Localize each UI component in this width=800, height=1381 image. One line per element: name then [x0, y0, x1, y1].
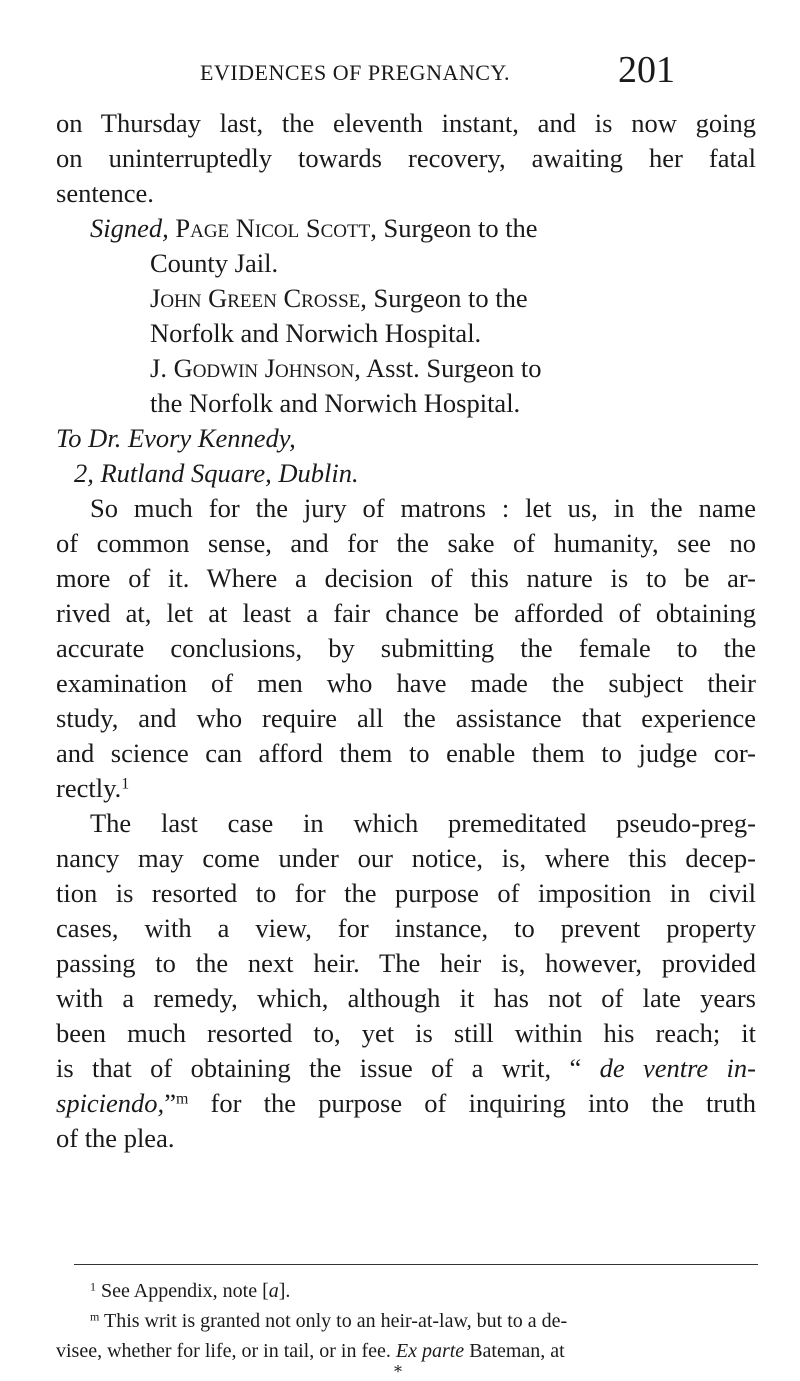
- signature-line: [56, 281, 756, 316]
- text-line: and science can afford them to enable them to judge cor-: [56, 738, 756, 768]
- text-line: sentence.: [56, 178, 154, 208]
- footnotes: [56, 1276, 756, 1366]
- text-line: accurate conclusions, by submitting the female to the: [56, 633, 756, 663]
- text-line: on Thursday last, the eleventh instant, and is now going: [56, 108, 756, 138]
- text-line: study, and who require all the assistance that experience: [56, 703, 756, 733]
- text-line: tion is resorted to for the purpose of imposition in civil: [56, 878, 756, 908]
- signatory-name: Page Nicol Scott,: [175, 213, 377, 243]
- signatory-title: Surgeon to the: [376, 213, 538, 243]
- text-line: nancy may come under our notice, is, where this decep-: [56, 843, 756, 873]
- signature-line: [56, 351, 756, 386]
- text-line: more of it. Where a decision of this nature is to be ar-: [56, 563, 756, 593]
- page-header: [0, 49, 800, 92]
- text-line: is that of obtaining the issue of a writ, “ de ventre in-: [56, 1053, 756, 1083]
- footnote: $^m$ This writ is granted not only to an heir-at-law, but to a de-: [90, 1309, 568, 1332]
- text-line: on uninterruptedly towards recovery, awaiting her fatal: [56, 143, 756, 173]
- running-head: EVIDENCES OF PREGNANCY.: [200, 60, 510, 85]
- signatory-title: Asst. Surgeon to: [360, 353, 542, 383]
- signatory-name: John Green Crosse,: [150, 283, 367, 313]
- text-line: The last case in which premeditated pseudo-preg-: [90, 808, 756, 838]
- text-line: been much resorted to, yet is still within his reach; it: [56, 1018, 756, 1048]
- text-line: with a remedy, which, although it has not of late years: [56, 983, 756, 1013]
- page-number: 201: [618, 49, 675, 91]
- footnote: $^1$ See Appendix, note [a].: [90, 1279, 291, 1302]
- text-line: cases, with a view, for instance, to prevent property: [56, 913, 756, 943]
- signature-continuation: the Norfolk and Norwich Hospital.: [150, 388, 521, 418]
- text-line: of the plea.: [56, 1123, 175, 1153]
- text-line: passing to the next heir. The heir is, however, provided: [56, 948, 756, 978]
- footnote-ref: 1: [121, 775, 130, 793]
- signature-mark: *: [394, 1362, 402, 1381]
- signature-continuation: Norfolk and Norwich Hospital.: [150, 318, 482, 348]
- addressee-line: To Dr. Evory Kennedy,: [56, 423, 296, 453]
- text-line: of common sense, and for the sake of humanity, see no: [56, 528, 756, 558]
- text-line: So much for the jury of matrons : let us, in the name: [90, 493, 756, 523]
- addressee-line: 2, Rutland Square, Dublin.: [74, 458, 359, 488]
- footnote-rule: [74, 1264, 758, 1265]
- signature-line: [56, 211, 756, 246]
- text-line: rectly.$^1$: [56, 773, 130, 803]
- text-line: rived at, let at least a fair chance be afforded of obtaining: [56, 598, 756, 628]
- footnote-ref: m: [175, 1090, 189, 1108]
- signatory-title: Surgeon to the: [366, 283, 528, 313]
- footnote-continuation: visee, whether for life, or in tail, or in fee. Ex parte Bateman, at: [56, 1340, 565, 1362]
- signatory-name: J. Godwin Johnson,: [150, 353, 361, 383]
- text-line: spiciendo,”$^m$ for the purpose of inquiring into the truth: [56, 1088, 756, 1118]
- signature-continuation: County Jail.: [150, 248, 279, 278]
- body-text: [56, 106, 756, 1156]
- signed-label: Signed,: [90, 213, 169, 243]
- text-line: examination of men who have made the subject their: [56, 668, 756, 698]
